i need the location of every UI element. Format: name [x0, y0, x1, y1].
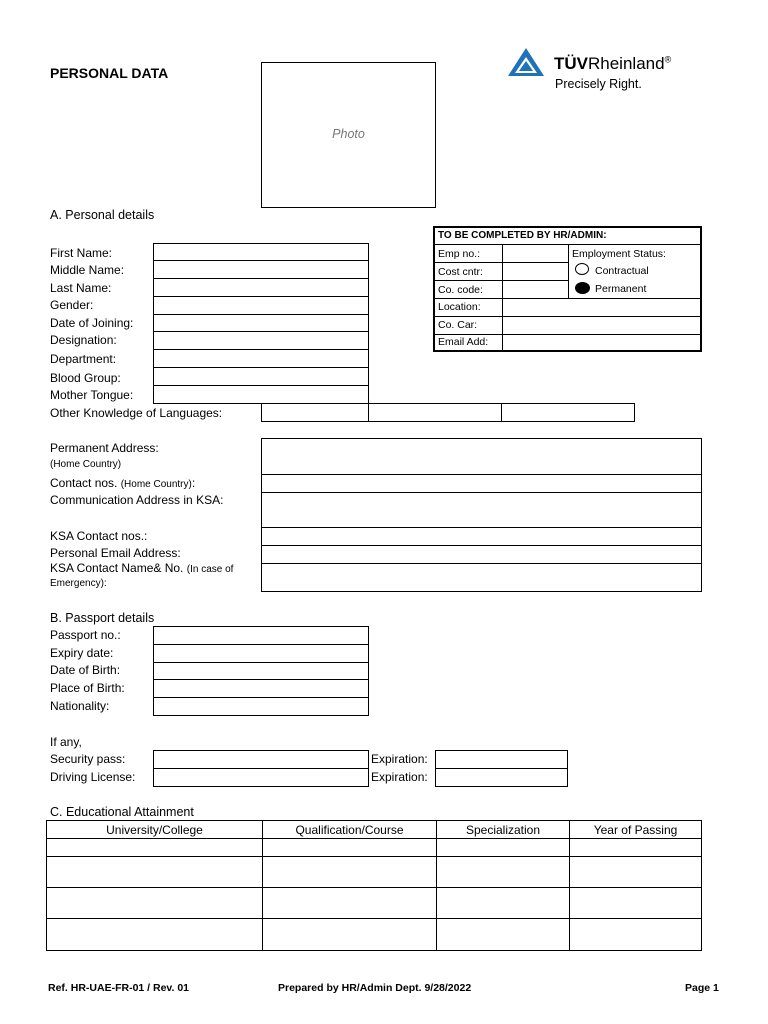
table-cell[interactable]	[47, 888, 263, 919]
first-name-input[interactable]	[153, 243, 369, 261]
department-input[interactable]	[153, 349, 369, 368]
nationality-label: Nationality:	[50, 699, 110, 713]
col-year: Year of Passing	[570, 821, 702, 839]
place-of-birth-label: Place of Birth:	[50, 681, 125, 695]
if-any-label: If any,	[50, 735, 82, 749]
language-3-input[interactable]	[501, 403, 635, 422]
permanent-address-label: Permanent Address:	[50, 441, 159, 455]
contact-nos-text: Contact nos.	[50, 476, 118, 490]
section-b-title: B. Passport details	[50, 611, 155, 625]
last-name-input[interactable]	[153, 278, 369, 297]
hr-field-label: Location:	[438, 301, 481, 313]
logo-brand	[554, 54, 671, 74]
table-cell[interactable]	[437, 888, 570, 919]
footer-prepared: Prepared by HR/Admin Dept. 9/28/2022	[278, 982, 472, 994]
license-expiration-input[interactable]	[435, 768, 568, 787]
nationality-input[interactable]	[153, 697, 369, 716]
table-cell[interactable]	[47, 857, 263, 888]
security-expiration-input[interactable]	[435, 750, 568, 769]
table-cell[interactable]	[263, 919, 437, 951]
table-cell[interactable]	[263, 888, 437, 919]
gender-label: Gender:	[50, 298, 94, 312]
blood-group-label: Blood Group:	[50, 371, 121, 385]
cost-cntr-input[interactable]	[503, 263, 568, 280]
security-pass-label: Security pass:	[50, 752, 126, 766]
contact-nos-colon: :	[191, 476, 196, 490]
page-title: PERSONAL DATA	[50, 65, 169, 81]
table-cell[interactable]	[570, 857, 702, 888]
expiry-date-input[interactable]	[153, 644, 369, 663]
section-a-title: A. Personal details	[50, 208, 155, 222]
gender-input[interactable]	[153, 296, 369, 315]
table-cell[interactable]	[570, 888, 702, 919]
designation-label: Designation:	[50, 333, 117, 347]
first-name-label: First Name:	[50, 246, 113, 260]
ksa-contact-name-label	[50, 561, 233, 577]
footer-ref: Ref. HR-UAE-FR-01 / Rev. 01	[48, 982, 190, 994]
security-expiration-label: Expiration:	[371, 752, 428, 766]
ksa-contact-name-text: KSA Contact Name& No.	[50, 561, 184, 575]
logo-reg: ®	[664, 54, 672, 65]
contact-nos-input[interactable]	[261, 474, 702, 493]
last-name-label: Last Name:	[50, 281, 112, 295]
education-header-row	[47, 821, 702, 839]
hr-admin-title: TO BE COMPLETED BY HR/ADMIN:	[438, 230, 607, 241]
date-of-birth-input[interactable]	[153, 662, 369, 680]
table-row	[47, 888, 702, 919]
personal-email-label: Personal Email Address:	[50, 546, 181, 560]
middle-name-label: Middle Name:	[50, 263, 125, 277]
table-cell[interactable]	[437, 919, 570, 951]
col-specialization: Specialization	[437, 821, 570, 839]
hr-field-label: Email Add:	[438, 336, 489, 348]
employment-status-label: Employment Status:	[572, 248, 666, 260]
section-c-title: C. Educational Attainment	[50, 805, 194, 819]
language-1-input[interactable]	[261, 403, 369, 422]
logo-tagline: Precisely Right.	[555, 77, 642, 91]
table-row	[47, 919, 702, 951]
logo-brand-bold: TÜV	[554, 54, 588, 73]
table-cell[interactable]	[47, 839, 263, 857]
hr-field-label: Emp no.:	[438, 248, 481, 260]
date-of-joining-label: Date of Joining:	[50, 316, 134, 330]
email-add-input[interactable]	[503, 335, 700, 350]
blood-group-input[interactable]	[153, 367, 369, 386]
hr-field-label: Co. Car:	[438, 319, 478, 331]
personal-email-input[interactable]	[261, 545, 702, 564]
contact-nos-note: (Home Country)	[120, 479, 192, 490]
permanent-address-input[interactable]	[261, 438, 702, 475]
table-cell[interactable]	[47, 919, 263, 951]
communication-address-input[interactable]	[261, 492, 702, 528]
place-of-birth-input[interactable]	[153, 679, 369, 698]
driving-license-label: Driving License:	[50, 770, 136, 784]
security-pass-input[interactable]	[153, 750, 369, 769]
table-cell[interactable]	[570, 919, 702, 951]
table-cell[interactable]	[437, 839, 570, 857]
col-university: University/College	[47, 821, 263, 839]
table-row	[47, 839, 702, 857]
language-2-input[interactable]	[368, 403, 502, 422]
triangle-logo-icon	[506, 46, 546, 78]
logo-brand-rest: Rheinland	[588, 54, 665, 73]
license-expiration-label: Expiration:	[371, 770, 428, 784]
expiry-date-label: Expiry date:	[50, 646, 114, 660]
passport-no-input[interactable]	[153, 626, 369, 645]
ksa-contact-note-2: Emergency):	[50, 578, 107, 589]
home-country-note: (Home Country)	[50, 459, 122, 470]
table-cell[interactable]	[263, 857, 437, 888]
table-cell[interactable]	[263, 839, 437, 857]
passport-no-label: Passport no.:	[50, 628, 121, 642]
driving-license-input[interactable]	[153, 768, 369, 787]
hr-field-label: Cost cntr:	[438, 266, 483, 278]
photo-label: Photo	[332, 127, 365, 141]
hr-admin-table	[433, 226, 702, 352]
table-row	[47, 857, 702, 888]
contractual-radio[interactable]	[575, 263, 589, 275]
ksa-contact-note-1: (In case of	[186, 564, 234, 575]
hr-field-label: Co. code:	[438, 284, 483, 296]
col-qualification: Qualification/Course	[263, 821, 437, 839]
ksa-contact-nos-label: KSA Contact nos.:	[50, 529, 148, 543]
contact-nos-label	[50, 476, 195, 492]
languages-label: Other Knowledge of Languages:	[50, 406, 223, 420]
table-cell[interactable]	[437, 857, 570, 888]
communication-address-label: Communication Address in KSA:	[50, 493, 224, 507]
date-of-birth-label: Date of Birth:	[50, 663, 121, 677]
co-code-input[interactable]	[503, 281, 568, 298]
mother-tongue-input[interactable]	[153, 385, 369, 404]
location-input[interactable]	[503, 299, 700, 316]
footer-page: Page 1	[685, 982, 719, 994]
permanent-radio[interactable]	[575, 282, 590, 294]
department-label: Department:	[50, 352, 117, 366]
designation-input[interactable]	[153, 331, 369, 350]
table-cell[interactable]	[570, 839, 702, 857]
permanent-label: Permanent	[595, 283, 647, 295]
tuv-logo	[506, 46, 546, 83]
mother-tongue-label: Mother Tongue:	[50, 388, 134, 402]
emp-no-input[interactable]	[503, 245, 568, 262]
photo-box[interactable]	[261, 62, 436, 208]
ksa-contact-name-input[interactable]	[261, 563, 702, 592]
ksa-contact-nos-input[interactable]	[261, 527, 702, 546]
middle-name-input[interactable]	[153, 260, 369, 279]
contractual-label: Contractual	[595, 265, 649, 277]
co-car-input[interactable]	[503, 317, 700, 334]
education-table	[46, 820, 702, 951]
date-of-joining-input[interactable]	[153, 314, 369, 332]
